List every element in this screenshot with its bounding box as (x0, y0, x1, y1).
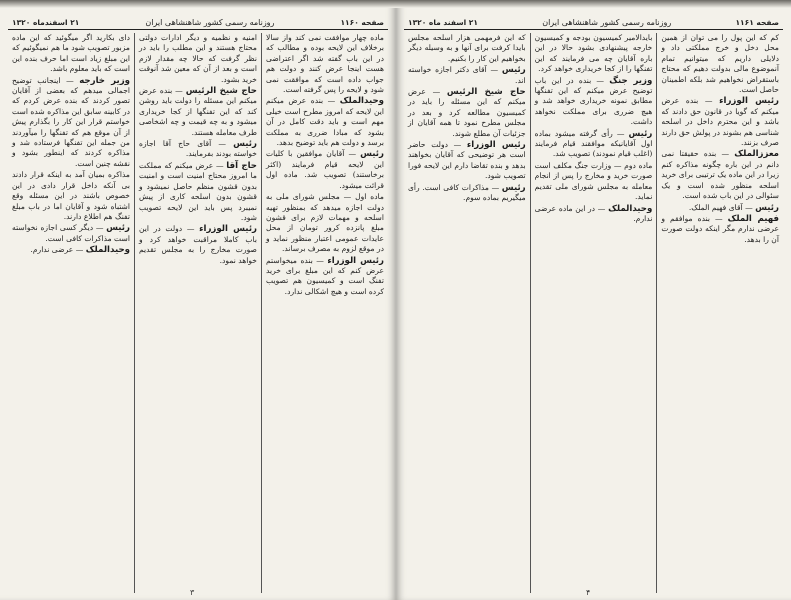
paragraph-text: ماده دوم — وزارت جنگ مکلف است صورت خرید و مخارج را پس از انجام معامله به مجلس شورای ملی تقدیم نماید. (534, 160, 653, 202)
speaker-name: رئیس الوزراء (199, 224, 257, 235)
paragraph (139, 161, 257, 223)
paragraph-text: کم که این پول را می توان از همین محل دخل و خرج مملکتی داد و دلایلی داریم که میتوانیم تمام آنموضوع مالی بدولت دهیم که محتاج باستقراض نخواهیم شد بلکه اطمینان حاصل است. (661, 33, 779, 95)
paragraph (12, 245, 130, 255)
speaker-name: حاج شیخ الرئیس (185, 86, 257, 97)
speaker-name: وحیدالملک (608, 203, 653, 214)
speaker-name: حاج آقا (226, 160, 258, 171)
paragraph (408, 87, 526, 139)
speaker-name: رئیس (233, 139, 257, 150)
speaker-name: رئیس (360, 149, 384, 160)
paragraph-text: — رأی گرفته میشود بماده اول آقایانیکه موافقند قیام فرمایند (اغلب قیام نمودند) تصویب شد. (534, 128, 653, 159)
paragraph-text: — بنده عرض میکنم که گویا در قانون حق دادند که باشد و این محترم داخل در اسلحه شناسی هم بشوند در پولش حق دارند صرف بزنند. (661, 96, 779, 148)
paragraph (266, 256, 384, 298)
right-page (396, 0, 791, 600)
paragraph (139, 33, 257, 85)
paragraph (266, 33, 384, 95)
paragraph-text: مذاکره بمیان آمد به اینکه قرار دادند بی آنکه داخل قرار دادی در این خصوص باشند در این مسئله وقع اشتباه شود و آقایان اما در باب مبلغ تفنگ هم اطلاع دارند. (12, 170, 130, 221)
paragraph-text: — بنده عرض میکنم این مسئله را دولت باید روشن کند که این تفنگها از کجا خریداری میشود و به چه قیمت و چه اشخاصی طرف معامله هستند. (139, 86, 257, 137)
paragraph (535, 129, 653, 160)
page-footer-number: ۴ (586, 588, 591, 597)
paragraph-text: — دولت در این باب کاملا مراقبت خواهد کرد و صورت مخارج را به مجلس تقدیم خواهد نمود. (139, 224, 257, 265)
text-columns (8, 33, 388, 593)
column (8, 33, 134, 593)
speaker-name: وحیدالملک (339, 96, 384, 107)
newspaper-title: روزنامه رسمی کشور شاهنشاهی ایران (145, 18, 275, 27)
paragraph (266, 96, 384, 148)
paragraph-text: — آقایان موافقین با کلیات این لایحه قیام فرمایند (اکثر برخاستند) تصویب شد. ماده اول قرائت میشود. (266, 149, 384, 190)
column (530, 33, 657, 593)
paragraph-text: — آقای حاج آقا اجازه خواسته بودند بفرمایند. (139, 139, 257, 159)
paragraph (535, 204, 653, 225)
page-header (8, 18, 388, 30)
paragraph-text: — بنده در این باب توضیح عرض میکنم که این تفنگها مطابق نمونه خریداری خواهد شد و هیچ ضرری برای مملکت نخواهد داشت. (534, 75, 653, 127)
page-header (404, 18, 783, 30)
paragraph (661, 96, 779, 148)
paragraph-text: — اینجانب توضیح اجمالی میدهم که بعضی از آقایان تصور کردند که بنده عرض کردم که در کابینه سابق این مذاکره شده است خواستم قرار این کار را بگذارم پیش از آن موقع هم که تفنگها را میآوردند من جمله این تفنگها فرستاده شد و مذاکره کردند که اینطور بشود و نقشه چنین است. (12, 75, 130, 168)
paragraph (661, 149, 779, 201)
paragraph (535, 161, 653, 203)
paragraph-text: که این فرمهمی هزار اسلحه مجلس بایدا کرفت برای آنها و به وسیله دیگر بخواهیم این کار را بکنیم. (407, 33, 526, 63)
paragraph-text: ماده اول — مجلس شورای ملی به دولت اجازه میدهد که بمنظور تهیه اسلحه و مهمات لازم برای قشون مبلغ پانزده کرور تومان از محل عایدات عمومی اعتبار منظور نماید و در موقع لزوم به مصرف برساند. (266, 192, 384, 254)
paragraph-text: — آقای دکتر اجازه خواسته اند. (407, 65, 526, 85)
page-footer-number: ۳ (190, 588, 195, 597)
paragraph-text: — مذاکرات کافی است. رأی میگیریم بماده سوم. (407, 182, 526, 203)
speaker-name: وزیر جنگ (609, 75, 653, 86)
speaker-name: وزیر خارجه (79, 75, 130, 86)
paragraph (661, 33, 779, 95)
paragraph (139, 139, 257, 160)
paragraph-text: — دولت حاضر است هر توضیحی که آقایان بخواهند بدهد و بنده تقاضا دارم این لایحه فورا تصویب شود. (407, 140, 526, 181)
paragraph-text: — عرضی ندارم. (30, 245, 84, 255)
speaker-name: معززالملک (734, 149, 779, 160)
paragraph (266, 192, 384, 254)
paragraph-text: — بنده موافقم و عرضی ندارم مگر اینکه دولت صورت آن را بدهد. (661, 213, 779, 244)
paragraph (12, 170, 130, 222)
column (134, 33, 261, 593)
speaker-name: فهیم الملک (727, 213, 779, 224)
paragraph-text: — دیگر کسی اجازه نخواسته است مذاکرات کافی است. (12, 223, 130, 243)
paragraph (12, 76, 130, 170)
paragraph (408, 33, 526, 64)
paragraph (12, 33, 130, 75)
speaker-name: رئیس (501, 65, 526, 76)
paragraph-text: — آقای فهیم الملک. (688, 202, 753, 212)
column (404, 33, 530, 593)
paragraph-text: — بنده عرض میکنم این لایحه که امروز مطرح است خیلی مهم است و باید دقت کامل در آن بشود که مبادا ضرری به مملکت برسد و دولت هم باید توضیح بدهد. (266, 96, 384, 148)
page-curl-shadow (0, 0, 396, 8)
paragraph-text: ماده چهار موافقت نمی کند واز سالا برخلاف این لایحه بوده و مطالب که در این باب گفته شد اگر اعتراضی هست اینجا عرض کنند و دولت هم جواب داده است که موافقت نمی شود و لایحه را پس گرفته است. (266, 33, 384, 95)
speaker-name: رئیس الوزراء (466, 140, 526, 151)
paragraph-text: — در این ماده عرضی ندارم. (534, 203, 653, 223)
page-number: صفحه ۱۱۶۱ (735, 18, 779, 27)
text-columns (404, 33, 783, 593)
newspaper-title: روزنامه رسمی کشور شاهنشاهی ایران (542, 18, 672, 27)
paragraph-text: بایدالامیر کمیسیون بودجه و کمیسیون خارجه پیشنهادی بشود حالا در این باره آقایان چه می فرمایند که این تفنگها را از کجا خریداری خواهد کرد. (534, 33, 653, 74)
paragraph-text: — بنده حقیقتا نمی دانم در این باره چگونه مذاکره کنم زیرا در این ماده یک ترتیبی برای خرید اسلحه منظور شده است و یک سئوالی در این باب شده است. (661, 149, 779, 201)
paragraph-text: — بنده میخواستم عرض کنم که این مبلغ برای خرید تفنگ است و کمیسیون هم تصویب کرده است و هیچ اشکالی ندارد. (266, 255, 384, 296)
paragraph (12, 223, 130, 244)
page-number: صفحه ۱۱۶۰ (340, 18, 384, 27)
speaker-name: رئیس (501, 182, 526, 193)
speaker-name: رئیس الوزراء (719, 96, 779, 107)
paragraph (139, 86, 257, 138)
paragraph (535, 76, 653, 128)
speaker-name: رئیس (628, 128, 653, 139)
paragraph-text: — عرض میکنم که مملکت ما امروز محتاج امنیت است و امنیت بدون قشون منظم حاصل نمیشود و قشون بدون اسلحه کاری از پیش نمیبرد پس باید این لایحه تصویب شود. (139, 160, 257, 222)
paragraph (661, 214, 779, 245)
paragraph (661, 203, 779, 213)
speaker-name: حاج شیخ الرئیس (446, 87, 526, 98)
paragraph-text: دای بکارید اگر میگوئید که این ماده مزبور تصویب شود ما هم نمیگوئیم که این مبلغ زیاد است اما حرف بنده این است که باید معلوم باشد. (12, 33, 130, 74)
paragraph-text: امنیه و نظمیه و دیگر ادارات دولتی محتاج هستند و این مطلب را باید در نظر گرفت که حالا چه مقدار لازم است و بعد از آن که معین شد آنوقت خرید بشود. (139, 33, 257, 84)
paragraph (408, 183, 526, 204)
speaker-name: رئیس الوزراء (327, 255, 384, 266)
issue-date: ۲۱ اسفندماه ۱۳۲۰ (12, 18, 80, 27)
speaker-name: رئیس (755, 202, 779, 213)
paragraph (535, 33, 653, 75)
paragraph (408, 140, 526, 182)
column (656, 33, 783, 593)
speaker-name: وحیدالملک (85, 245, 130, 256)
page-curl-shadow (396, 0, 791, 8)
paragraph-text: — عرض میکنم که این مسئله را باید در کمیسیون مطالعه کرد و بعد در مجلس مطرح نمود تا همه آقایان از جزئیات آن مطلع شوند. (407, 87, 526, 138)
issue-date: ۲۱ اسفند ماه ۱۳۲۰ (408, 18, 478, 27)
column (261, 33, 388, 593)
paragraph (408, 65, 526, 86)
speaker-name: رئیس (106, 223, 130, 234)
paragraph (266, 149, 384, 191)
paragraph (139, 224, 257, 266)
